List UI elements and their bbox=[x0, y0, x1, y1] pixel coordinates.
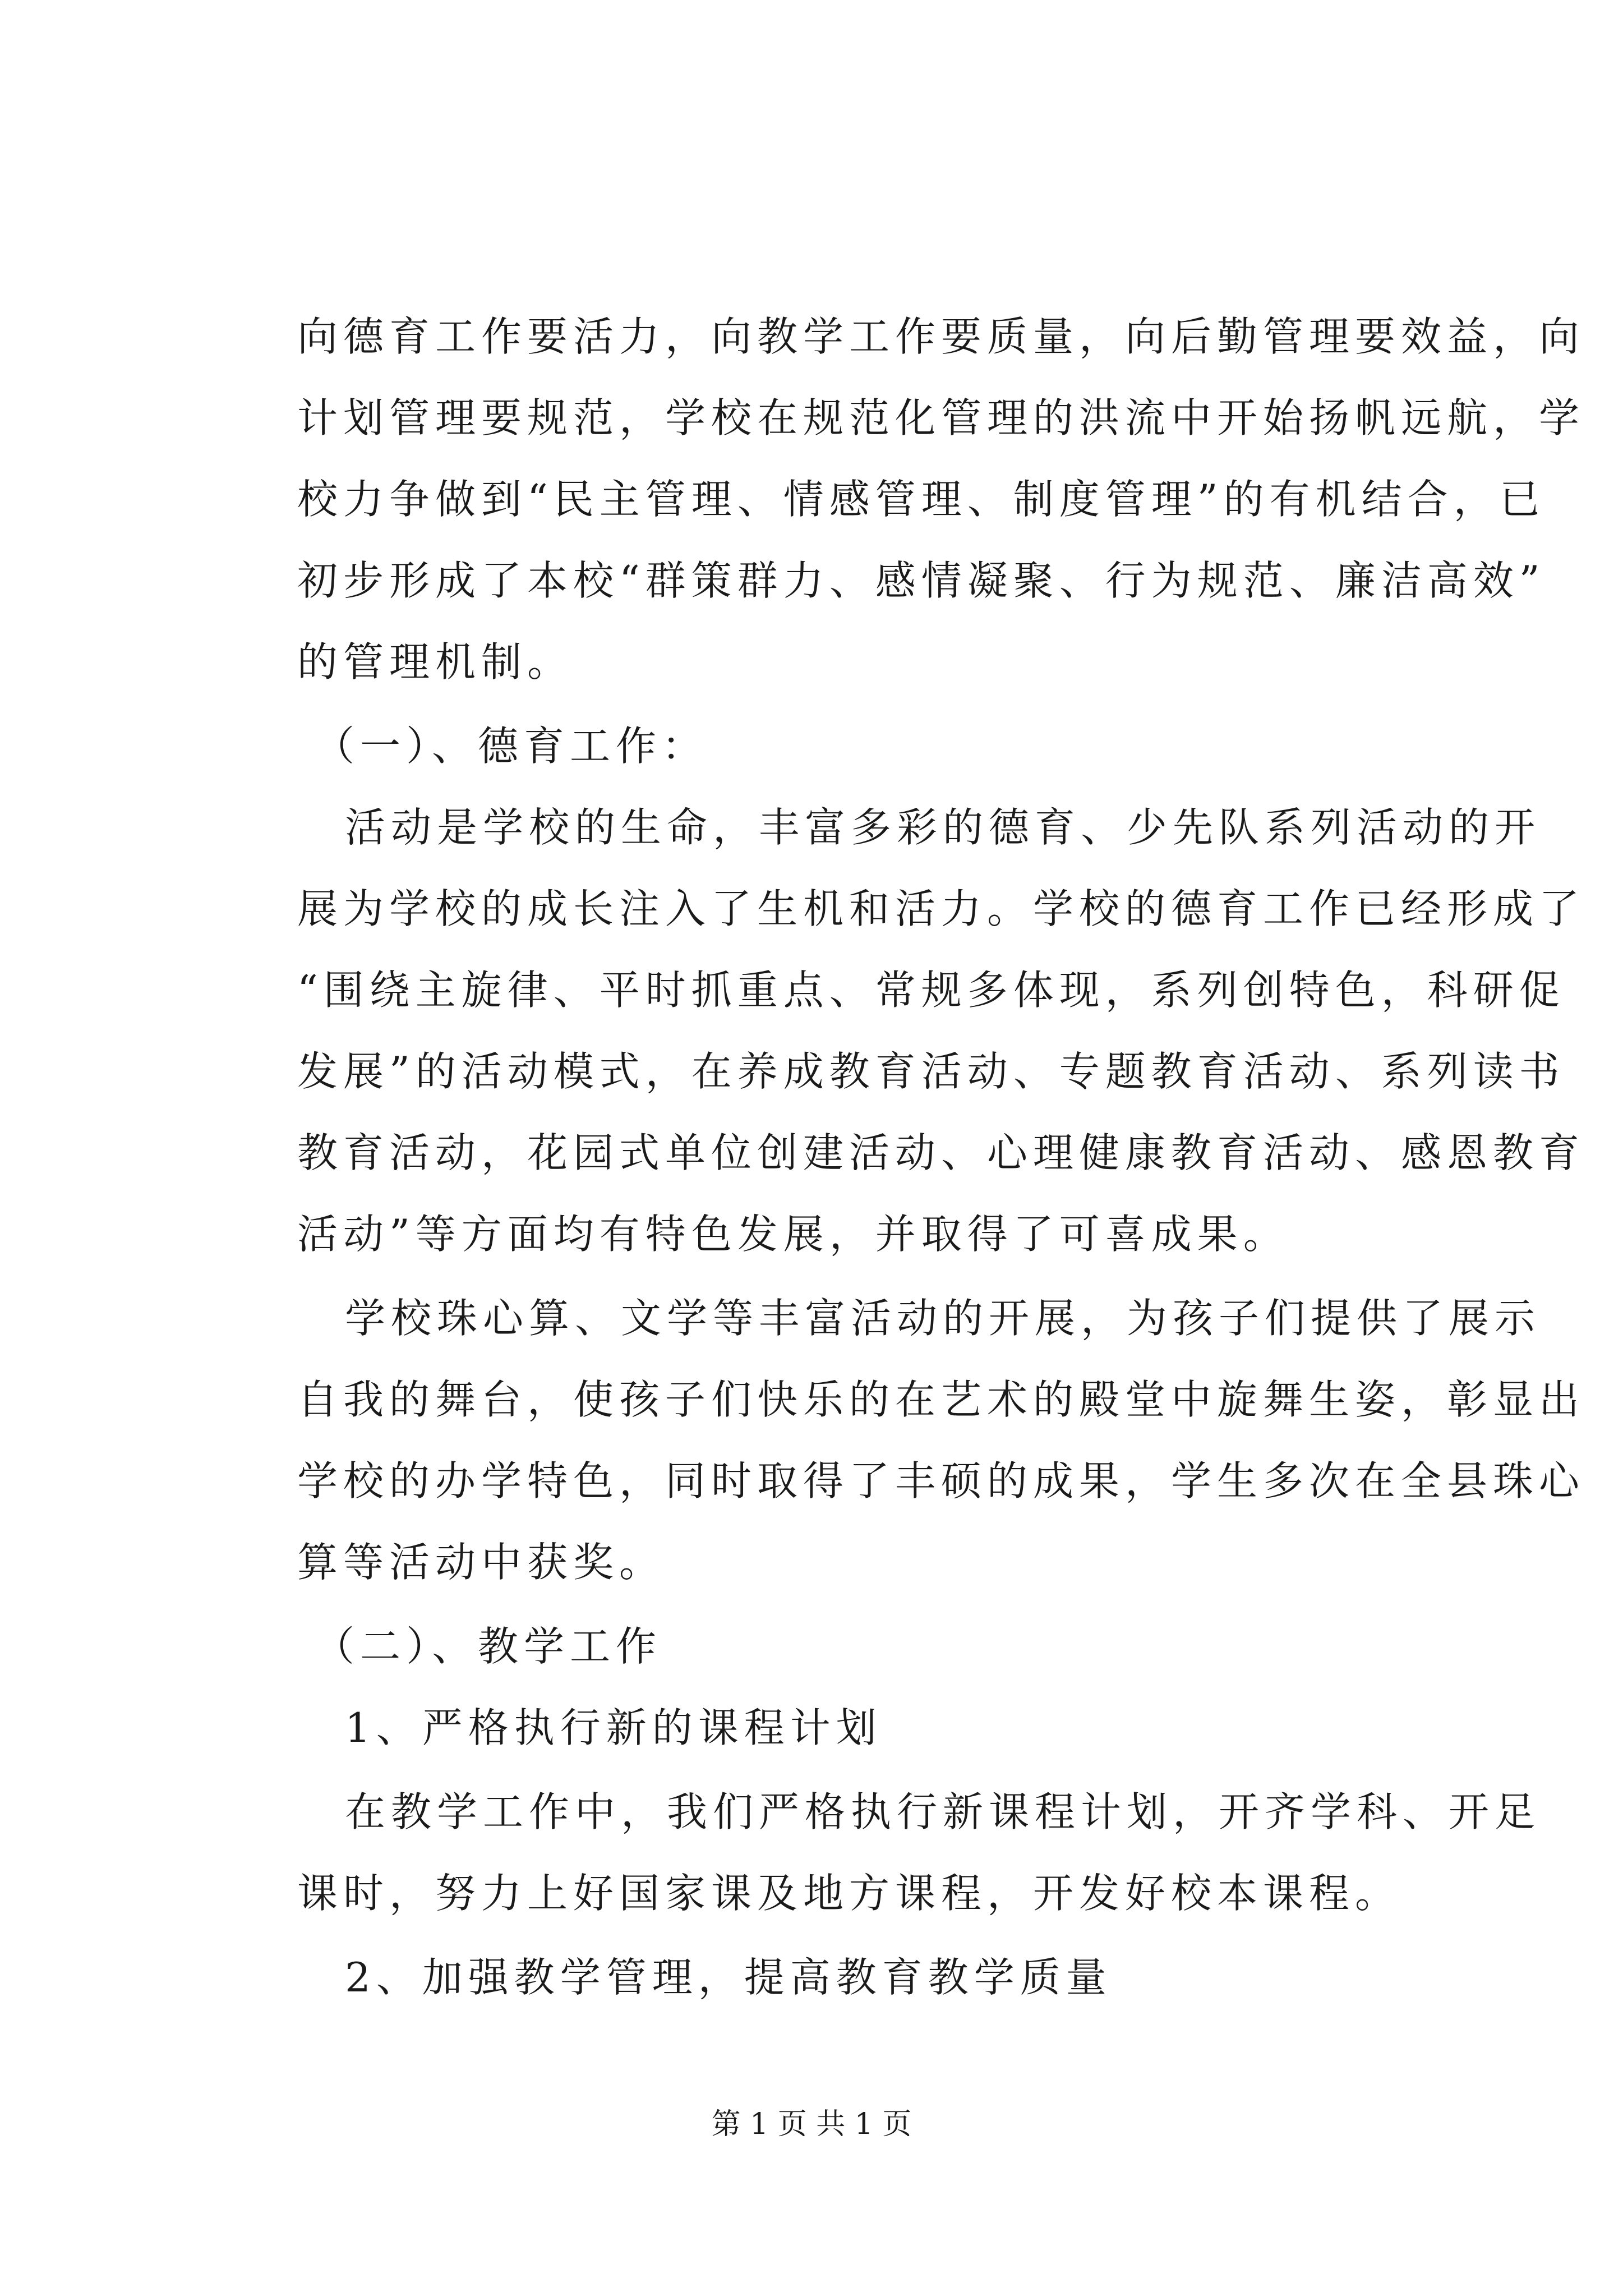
subsection-heading: 1、严格执行新的课程计划 bbox=[345, 1704, 882, 1751]
body-text-line: 活动”等方面均有特色发展，并取得了可喜成果。 bbox=[297, 1211, 1289, 1258]
body-text-line: 初步形成了本校“群策群力、感情凝聚、行为规范、廉洁高效” bbox=[297, 557, 1546, 604]
body-text-line: 自我的舞台，使孩子们快乐的在艺术的殿堂中旋舞生姿，彰显出 bbox=[297, 1376, 1585, 1423]
body-text-line: 学校珠心算、文学等丰富活动的开展，为孩子们提供了展示 bbox=[345, 1295, 1541, 1342]
body-text-line: 校力争做到“民主管理、情感管理、制度管理”的有机结合，已 bbox=[297, 476, 1546, 523]
section-heading: （一）、德育工作： bbox=[314, 723, 708, 770]
body-text-line: “围绕主旋律、平时抓重点、常规多体现，系列创特色，科研促 bbox=[297, 967, 1565, 1014]
section-heading: （二）、教学工作 bbox=[314, 1623, 662, 1670]
body-text-line: 向德育工作要活力，向教学工作要质量，向后勤管理要效益，向 bbox=[297, 313, 1585, 360]
body-text-line: 算等活动中获奖。 bbox=[297, 1539, 666, 1586]
body-text-line: 计划管理要规范，学校在规范化管理的洪流中开始扬帆远航，学 bbox=[297, 394, 1585, 441]
body-text-line: 在教学工作中，我们严格执行新课程计划，开齐学科、开足 bbox=[345, 1788, 1541, 1835]
body-text-line: 发展”的活动模式，在养成教育活动、专题教育活动、系列读书 bbox=[297, 1048, 1565, 1095]
page-number-footer: 第 1 页 共 1 页 bbox=[711, 2108, 912, 2141]
body-text-line: 学校的办学特色，同时取得了丰硕的成果，学生多次在全县珠心 bbox=[297, 1457, 1585, 1504]
body-text-line: 展为学校的成长注入了生机和活力。学校的德育工作已经形成了 bbox=[297, 885, 1585, 932]
subsection-heading: 2、加强教学管理，提高教育教学质量 bbox=[345, 1954, 1112, 2001]
body-text-line: 活动是学校的生命，丰富多彩的德育、少先队系列活动的开 bbox=[345, 804, 1541, 851]
body-text-line: 教育活动，花园式单位创建活动、心理健康教育活动、感恩教育 bbox=[297, 1129, 1585, 1176]
body-text-line: 课时，努力上好国家课及地方课程，开发好校本课程。 bbox=[297, 1870, 1401, 1917]
body-text-line: 的管理机制。 bbox=[297, 638, 574, 685]
